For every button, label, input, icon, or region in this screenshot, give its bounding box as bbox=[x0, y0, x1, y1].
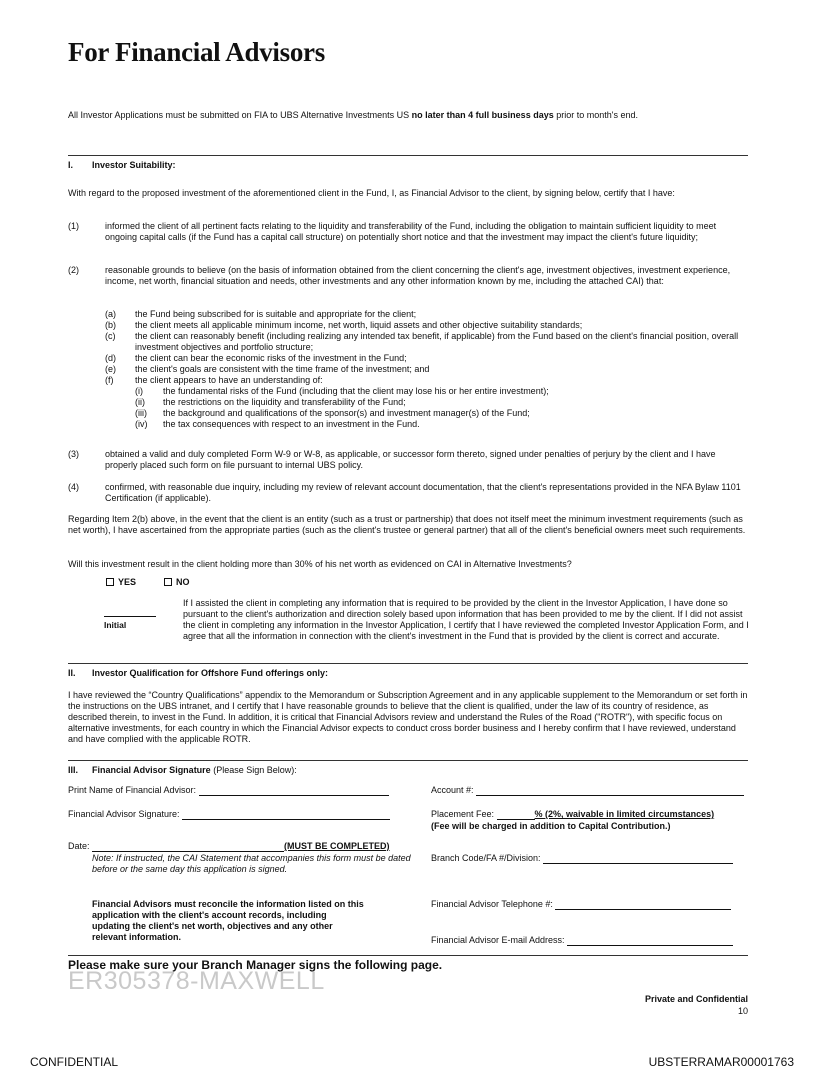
section-3-title: Financial Advisor Signature bbox=[92, 765, 211, 775]
account-row bbox=[431, 785, 744, 796]
bates-stamp: ER305378-MAXWELL bbox=[68, 967, 325, 995]
section-2-heading bbox=[68, 668, 328, 679]
section-3-note: (Please Sign Below): bbox=[210, 765, 297, 775]
regarding-paragraph: Regarding Item 2(b) above, in the event that the client is an entity (such as a trust or partnership) that does not itself meet the minimum investment requirements (such as net worth), I have ascertained from the appropriate parties (such as the client's trustee or general partner) that all of the client's beneficial owners meet such requirements. bbox=[68, 514, 746, 535]
section-2-title: Investor Qualification for Offshore Fund offerings only: bbox=[92, 668, 329, 678]
section-2-text: I have reviewed the “Country Qualifications” appendix to the Memorandum or Subscription Agreement and in any applicable supplement to the Memorandum or set forth in the instructions on the UBS intranet, and I certify that I have reasonable grounds to believe that the client is qualified, under the law of its country of residence, as described therein, to invest in the Fund. In addition, it is critical that Financial Advisors review and understand the Rules of the Road ("ROTR"), with specific focus on alternative investments, for each country in which the Financial Advisor expects to conduct cross border business and I hereby confirm that I have reviewed, understand and have complied with the applicable ROTR. bbox=[68, 690, 748, 744]
sub-sub-item-text: the fundamental risks of the Fund (including that the client may lose his or her entire investment); bbox=[163, 385, 549, 396]
divider bbox=[68, 663, 748, 664]
roman-numeral: (ii) bbox=[135, 396, 145, 407]
print-name-field[interactable] bbox=[199, 786, 389, 796]
intro-text-end: prior to month's end. bbox=[553, 110, 638, 120]
list-item-text: informed the client of all pertinent facts relating to the liquidity and transferability of the Fund, including the obligation to maintain sufficient liquidity to meet ongoing capital calls (if the Fund has a capital call structure) on potentially short notice and that the investment may impact the client's future liquidity; bbox=[105, 221, 717, 242]
yes-checkbox-option[interactable] bbox=[106, 577, 136, 588]
sub-sub-list-item bbox=[105, 419, 748, 430]
intro-text: All Investor Applications must be submitted on FIA to UBS Alternative Investments US bbox=[68, 110, 412, 120]
sub-sub-list-item bbox=[105, 408, 748, 419]
print-name-label: Print Name of Financial Advisor: bbox=[68, 785, 197, 795]
print-name-row bbox=[68, 785, 389, 796]
roman-numeral: (i) bbox=[135, 385, 143, 396]
fa-signature-row bbox=[68, 809, 390, 820]
section-1-title: Investor Suitability: bbox=[92, 160, 176, 170]
account-label: Account #: bbox=[431, 785, 474, 795]
sub-item-letter: (e) bbox=[105, 363, 116, 374]
date-row bbox=[68, 841, 390, 852]
section-3-heading bbox=[68, 765, 297, 776]
page-title: For Financial Advisors bbox=[68, 37, 325, 67]
list-item-text: reasonable grounds to believe (on the basis of information obtained from the client concerning the client's age, investment objectives, investment experience, income, net worth, financial situation and needs, other investments and any other information known by me, including the attached CAI) that: bbox=[105, 265, 731, 286]
placement-fee-detail: % (2%, waivable in limited circumstances) bbox=[534, 809, 715, 819]
telephone-field[interactable] bbox=[555, 900, 731, 910]
sub-item-letter: (f) bbox=[105, 374, 114, 385]
sub-list-item bbox=[105, 353, 748, 364]
placement-fee-row bbox=[431, 809, 714, 820]
section-1-number: I. bbox=[68, 160, 74, 170]
footer-confidential: CONFIDENTIAL bbox=[30, 1055, 119, 1069]
sub-sub-list-item bbox=[105, 397, 748, 408]
initial-statement: If I assisted the client in completing any information that is required to be provided by the client in the Investor Application, I have done so pursuant to the client's authorization and direction solely based upon information that has been provided to me by the client. If I did not assist the client in completing any information in the Investor Application, I certify that I have reviewed the completed Investor Application Form, and I agree that all the information in connection with the client's investment in the Fund that is provided by the client is correct and accurate. bbox=[183, 598, 749, 641]
branch-code-row bbox=[431, 853, 733, 864]
no-label: NO bbox=[176, 577, 190, 587]
list-item-number: (3) bbox=[68, 449, 79, 459]
no-checkbox[interactable] bbox=[164, 578, 172, 586]
sub-item-letter: (c) bbox=[105, 330, 116, 341]
sub-item-letter: (b) bbox=[105, 319, 116, 330]
yes-checkbox[interactable] bbox=[106, 578, 114, 586]
sub-item-text: the client can reasonably benefit (including realizing any intended tax benefit, if applicable) from the Fund based on the client's financial position, overall investment objectives and portfolio structure; bbox=[135, 330, 739, 352]
branch-code-label: Branch Code/FA #/Division: bbox=[431, 853, 541, 863]
reconcile-notice: Financial Advisors must reconcile the information listed on this application with the client's account records, including updating the client's net worth, objectives and any other relevant information. bbox=[92, 899, 364, 942]
roman-numeral: (iv) bbox=[135, 418, 148, 429]
must-complete-label: (MUST BE COMPLETED) bbox=[284, 841, 390, 851]
sub-list-item bbox=[105, 320, 748, 331]
section-2-number: II. bbox=[68, 668, 76, 678]
list-item-number: (4) bbox=[68, 482, 79, 492]
date-note: Note: If instructed, the CAI Statement that accompanies this form must be dated before or the same day this application is signed. bbox=[92, 853, 411, 874]
yes-label: YES bbox=[118, 577, 137, 587]
sub-list-item bbox=[105, 364, 748, 375]
list-item bbox=[68, 482, 748, 504]
sub-list-item bbox=[105, 375, 748, 386]
sub-list-item bbox=[105, 309, 748, 320]
placement-fee-field[interactable] bbox=[497, 810, 535, 820]
sub-sub-item-text: the restrictions on the liquidity and transferability of the Fund; bbox=[163, 396, 406, 407]
initial-label: Initial bbox=[104, 620, 127, 630]
list-item bbox=[68, 265, 748, 287]
placement-fee-note: (Fee will be charged in addition to Capital Contribution.) bbox=[431, 821, 671, 831]
divider bbox=[68, 155, 748, 156]
account-field[interactable] bbox=[476, 786, 744, 796]
telephone-row bbox=[431, 899, 731, 910]
fa-signature-label: Financial Advisor Signature: bbox=[68, 809, 180, 819]
sub-sub-item-text: the background and qualifications of the sponsor(s) and investment manager(s) of the Fund; bbox=[163, 407, 530, 418]
list-item-text: obtained a valid and duly completed Form W-9 or W-8, as applicable, or successor form thereto, signed under penalties of perjury by the client and I have properly placed such form on file pursuant to internal UBS policy. bbox=[105, 449, 716, 470]
initial-field[interactable] bbox=[104, 608, 156, 617]
sub-item-text: the client's goals are consistent with the time frame of the investment; and bbox=[135, 363, 430, 374]
section-3-number: III. bbox=[68, 765, 79, 775]
date-field[interactable] bbox=[92, 842, 284, 852]
fa-signature-field[interactable] bbox=[182, 810, 390, 820]
list-item-text: confirmed, with reasonable due inquiry, including my review of relevant account documentation, that the client's representations provided in the NFA Bylaw 1101 Certification (if applicable). bbox=[105, 482, 741, 503]
telephone-label: Financial Advisor Telephone #: bbox=[431, 899, 553, 909]
sub-item-text: the client meets all applicable minimum income, net worth, liquid assets and other objective suitability standards; bbox=[135, 319, 583, 330]
sub-list bbox=[105, 309, 748, 430]
page-number: 10 bbox=[737, 1006, 748, 1016]
email-row bbox=[431, 935, 733, 946]
email-label: Financial Advisor E-mail Address: bbox=[431, 935, 565, 945]
private-confidential-label: Private and Confidential bbox=[644, 994, 748, 1004]
footer-bates-number: UBSTERRAMAR00001763 bbox=[648, 1055, 794, 1069]
email-field[interactable] bbox=[567, 936, 733, 946]
list-item bbox=[68, 221, 748, 243]
list-item-number: (2) bbox=[68, 265, 79, 275]
section-1-heading bbox=[68, 160, 176, 171]
sub-sub-list-item bbox=[105, 386, 748, 397]
sub-item-letter: (d) bbox=[105, 352, 116, 363]
date-label: Date: bbox=[68, 841, 90, 851]
sub-item-text: the client appears to have an understanding of: bbox=[135, 374, 323, 385]
list-item-number: (1) bbox=[68, 221, 79, 231]
sub-sub-item-text: the tax consequences with respect to an investment in the Fund. bbox=[163, 418, 420, 429]
intro-deadline: no later than 4 full business days bbox=[411, 110, 554, 120]
net-worth-question: Will this investment result in the client holding more than 30% of his net worth as evidenced on CAI in Alternative Investments? bbox=[68, 559, 572, 569]
sub-item-text: the Fund being subscribed for is suitable and appropriate for the client; bbox=[135, 309, 417, 319]
divider bbox=[68, 955, 748, 956]
branch-manager-notice: Please make sure your Branch Manager signs the following page. bbox=[68, 958, 443, 972]
branch-code-field[interactable] bbox=[543, 854, 733, 864]
sub-item-letter: (a) bbox=[105, 309, 116, 319]
sub-item-text: the client can bear the economic risks of the investment in the Fund; bbox=[135, 352, 407, 363]
list-item bbox=[68, 449, 748, 471]
placement-fee-label: Placement Fee: bbox=[431, 809, 495, 819]
intro-paragraph bbox=[68, 110, 748, 121]
sub-list-item bbox=[105, 331, 748, 353]
divider bbox=[68, 760, 748, 761]
section-1-lead: With regard to the proposed investment of the aforementioned client in the Fund, I, as Financial Advisor to the client, by signing below, certify that I have: bbox=[68, 188, 675, 198]
roman-numeral: (iii) bbox=[135, 407, 147, 418]
no-checkbox-option[interactable] bbox=[164, 577, 190, 588]
